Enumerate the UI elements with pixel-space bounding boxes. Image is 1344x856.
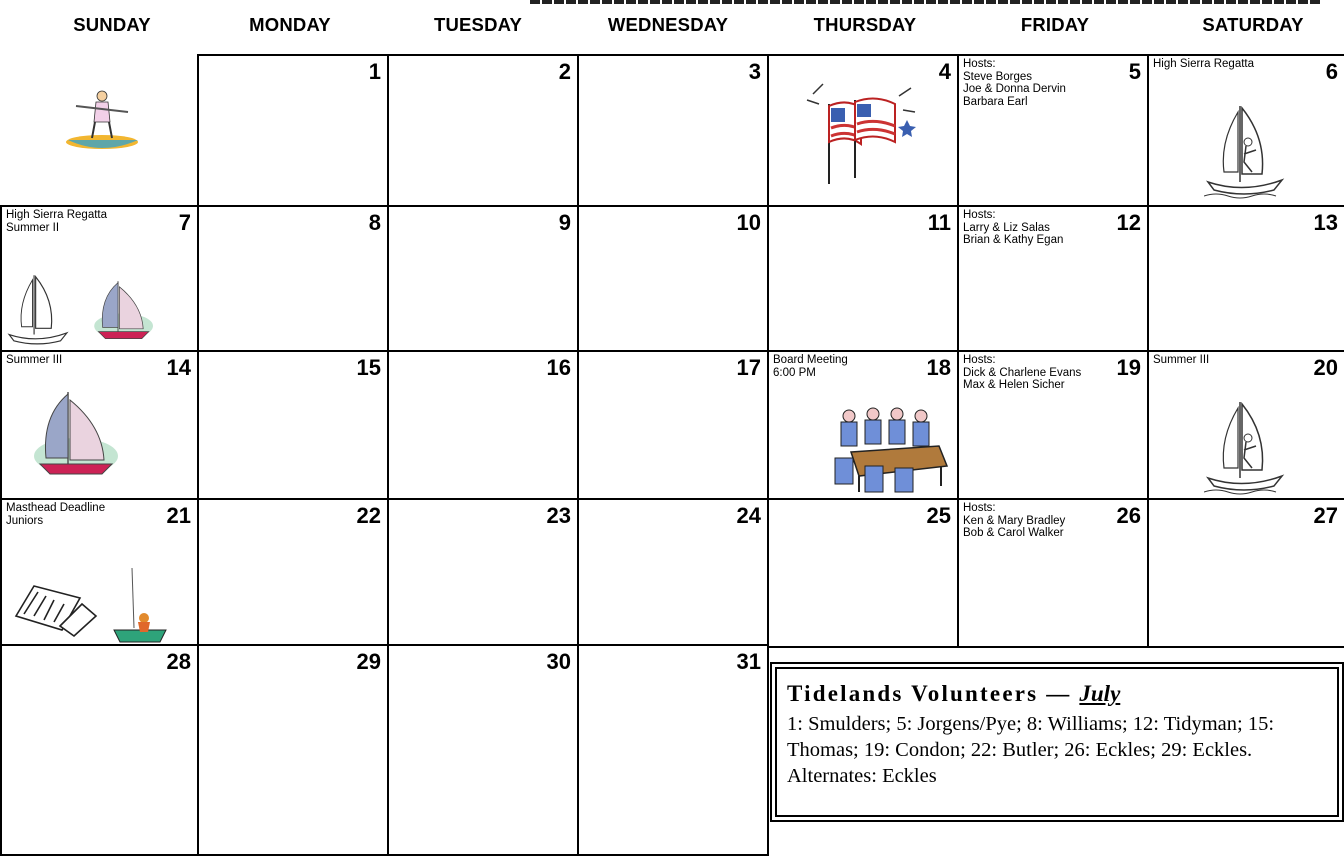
calendar-day-23: [387, 498, 579, 648]
top-rule: [530, 0, 1320, 4]
day-note-line: Joe & Donna Dervin: [963, 83, 1066, 95]
calendar-cell-empty: [0, 54, 199, 209]
day-number: 17: [736, 355, 761, 380]
day-notes: [6, 209, 107, 234]
day-note-line: Hosts:: [963, 58, 996, 70]
calendar-day-8: [197, 205, 389, 354]
day-note-line: Juniors: [6, 514, 44, 527]
sailboat-icon: [1204, 394, 1288, 502]
day-number: 18: [926, 355, 951, 380]
day-number: 30: [546, 649, 571, 674]
color-sailboat-icon: [28, 386, 124, 487]
day-header-thursday: THURSDAY: [813, 14, 917, 35]
day-number: 15: [356, 355, 381, 380]
calendar-day-12: [957, 205, 1149, 354]
day-number: 24: [736, 503, 761, 528]
day-number: 3: [748, 59, 761, 84]
calendar-day-27: [1147, 498, 1344, 648]
calendar-day-26: [957, 498, 1149, 648]
day-number: 7: [178, 210, 191, 235]
day-number: 4: [938, 59, 951, 84]
day-number: 2: [558, 59, 571, 84]
day-header-monday: MONDAY: [249, 14, 331, 35]
calendar-day-16: [387, 350, 579, 502]
day-note-line: Ken & Mary Bradley: [963, 514, 1066, 527]
day-notes: [773, 354, 848, 379]
day-number: 1: [368, 59, 381, 84]
calendar-day-5: [957, 54, 1149, 209]
calendar-day-11: [767, 205, 959, 354]
day-note-line: Max & Helen Sicher: [963, 379, 1065, 391]
calendar-day-7: [0, 205, 199, 354]
day-header-sunday: SUNDAY: [73, 14, 151, 35]
calendar-day-30: [387, 644, 579, 856]
day-number: 22: [356, 503, 381, 528]
day-header-wednesday: WEDNESDAY: [607, 14, 729, 35]
day-note-line: Hosts:: [963, 209, 996, 221]
two-sailboats-icon: [4, 265, 164, 354]
day-number: 10: [736, 210, 761, 235]
day-number: 14: [166, 355, 191, 380]
volunteers-list: 1: Smulders; 5: Jorgens/Pye; 8: Williams; 12: Tidyman; 15: Thomas; 19: Condon; 22: Butler; 26: Eckles; 29: Eckles. Alternates: Eckles: [787, 713, 1275, 787]
day-note-line: 6:00 PM: [773, 366, 816, 379]
day-number: 12: [1116, 210, 1141, 235]
calendar-day-25: [767, 498, 959, 648]
day-note-line: High Sierra Regatta: [1153, 58, 1254, 70]
calendar-day-31: [577, 644, 769, 856]
day-note-line: Larry & Liz Salas: [963, 221, 1050, 234]
day-number: 19: [1116, 355, 1141, 380]
day-notes: [6, 502, 105, 527]
meeting-table-icon: [821, 396, 955, 501]
day-notes: [1153, 58, 1254, 71]
day-number: 26: [1116, 503, 1141, 528]
day-number: 13: [1313, 210, 1338, 235]
calendar-day-20: [1147, 350, 1344, 502]
day-number: 31: [736, 649, 761, 674]
calendar-day-4: [767, 54, 959, 209]
day-number: 27: [1313, 503, 1338, 528]
day-note-line: Barbara Earl: [963, 95, 1028, 108]
day-note-line: Summer III: [1153, 354, 1210, 366]
day-header-saturday: SATURDAY: [1202, 14, 1304, 35]
day-number: 8: [368, 210, 381, 235]
day-header-tuesday: TUESDAY: [433, 14, 523, 35]
day-notes: [1153, 354, 1209, 367]
day-number: 25: [926, 503, 951, 528]
day-note-line: Hosts:: [963, 354, 996, 366]
calendar-day-10: [577, 205, 769, 354]
calendar-day-3: [577, 54, 769, 209]
calendar-day-6: [1147, 54, 1344, 209]
day-note-line: Summer II: [6, 221, 60, 234]
day-note-line: Bob & Carol Walker: [963, 527, 1064, 539]
flags-icon: [799, 74, 921, 191]
volunteers-title: Tidelands Volunteers — July: [787, 681, 1121, 706]
calendar-day-24: [577, 498, 769, 648]
day-note-line: Board Meeting: [773, 354, 848, 366]
calendar-day-14: [0, 350, 199, 502]
calendar-day-15: [197, 350, 389, 502]
calendar-day-29: [197, 644, 389, 856]
calendar-day-9: [387, 205, 579, 354]
volunteers-month: July: [1079, 681, 1121, 706]
volunteers-box: [770, 662, 1344, 822]
day-number: 29: [356, 649, 381, 674]
day-note-line: High Sierra Regatta: [6, 209, 107, 221]
calendar-day-1: [197, 54, 389, 209]
day-note-line: Hosts:: [963, 502, 996, 514]
rower-icon: [62, 82, 144, 163]
day-number: 16: [546, 355, 571, 380]
day-number: 21: [166, 503, 191, 528]
day-number: 20: [1313, 355, 1338, 380]
sailboat-icon: [1204, 98, 1288, 207]
day-header-friday: FRIDAY: [1020, 14, 1090, 35]
newspaper-dinghy-icon: [10, 564, 170, 648]
day-number: 28: [166, 649, 191, 674]
day-notes: [963, 209, 1063, 247]
day-notes: [963, 58, 1066, 108]
calendar-day-18: [767, 350, 959, 502]
day-number: 11: [927, 210, 951, 235]
calendar-day-21: [0, 498, 199, 648]
day-note-line: Masthead Deadline: [6, 502, 106, 514]
day-number: 5: [1128, 59, 1141, 84]
day-header-row: [0, 10, 1344, 50]
day-notes: [963, 354, 1081, 392]
day-number: 23: [546, 503, 571, 528]
calendar-day-28: [0, 644, 199, 856]
day-number: 6: [1325, 59, 1338, 84]
day-notes: [963, 502, 1065, 540]
calendar-day-13: [1147, 205, 1344, 354]
calendar-day-2: [387, 54, 579, 209]
day-note-line: Steve Borges: [963, 70, 1033, 83]
calendar-day-17: [577, 350, 769, 502]
day-note-line: Dick & Charlene Evans: [963, 366, 1082, 379]
day-note-line: Brian & Kathy Egan: [963, 234, 1064, 246]
calendar-day-19: [957, 350, 1149, 502]
day-note-line: Summer III: [6, 354, 63, 366]
day-notes: [6, 354, 62, 367]
calendar-day-22: [197, 498, 389, 648]
day-number: 9: [558, 210, 571, 235]
